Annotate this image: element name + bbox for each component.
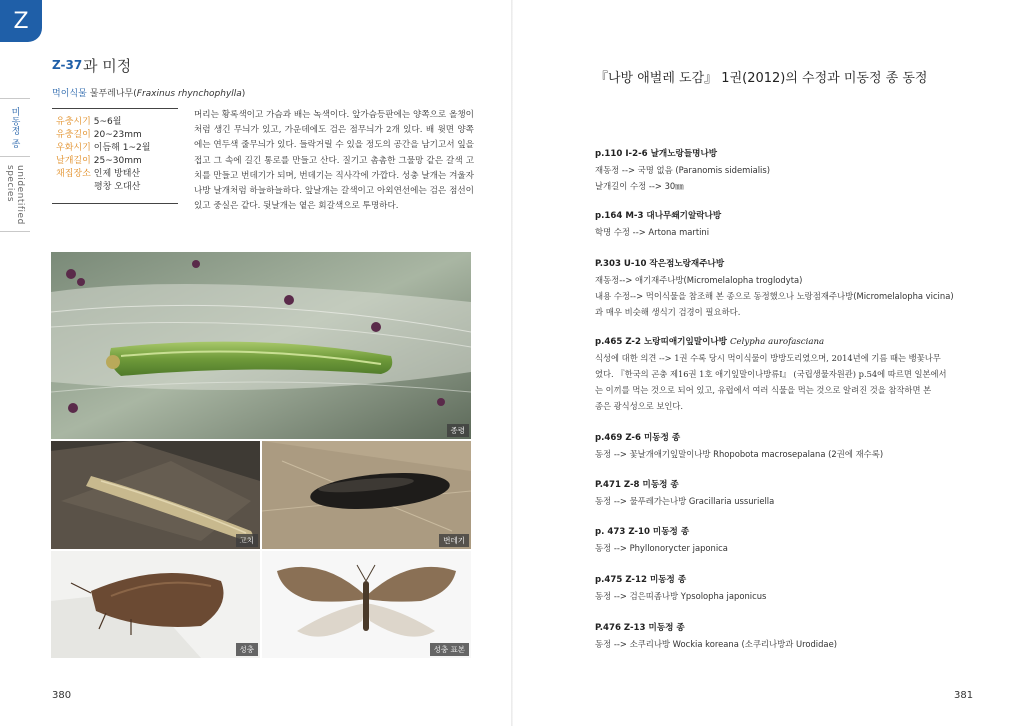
revision-line: 재동정 --> 국명 없음 (Paranomis sidemialis) [595,165,770,175]
revision-line: 과 매우 비슷해 생식기 검경이 필요하다. [595,307,741,317]
revision-item [595,146,990,194]
larva-image [51,252,471,439]
info-value: 5~6월 [93,117,122,127]
cocoon-image [51,441,260,549]
host-plant-common: 물푸레나무( [89,89,137,99]
revision-item [595,256,990,320]
pupa-caption: 번데기 [439,534,469,547]
revision-line: 날개길이 수정 --> 30㎜ [595,181,684,191]
adult-photo [51,551,260,658]
revision-heading-text: p.465 Z-2 노랑띠애기잎말이나방 [595,337,727,347]
revision-line: 내용 수정--> 먹이식물을 참조해 본 종으로 동정했으나 노랑점재주나방(Micromelalopha vicina) [595,291,954,301]
larva-photo [51,252,471,439]
revision-item [595,208,990,240]
revision-line: 동정 --> 꽃날개애기잎말이나방 Rhopobota macrosepalana (2권에 재수록) [595,449,884,459]
info-row [56,155,178,168]
revision-item [595,430,990,462]
host-plant-label: 먹이식물 [52,89,87,99]
adult-image [51,551,260,658]
revision-item [595,477,990,509]
revision-title: 『나방 애벌레 도감』 1권(2012)의 수정과 미동정 종 동정 [595,71,928,86]
adult-caption: 성충 [236,643,259,656]
revision-heading: p.469 Z-6 미동정 종 [595,433,681,443]
revision-line: 동정 --> 검은띠좀나방 Ypsolopha japonicus [595,591,767,601]
pupa-photo [262,441,471,549]
specimen-caption: 성충 표본 [430,643,469,656]
info-row [56,142,178,155]
side-tab-korean-label: 미동정 종 [9,107,20,149]
info-value: 이듬해 1~2월 [93,143,151,153]
cocoon-photo [51,441,260,549]
info-value: 20~23mm [93,130,142,140]
host-plant-line [52,86,245,99]
side-tab-english-label: unidentified species [5,165,25,225]
revision-item [595,620,990,652]
info-value: 인제 방태산 [93,169,141,179]
info-row [56,116,178,129]
revision-heading: p. 473 Z-10 미동정 종 [595,527,690,537]
revision-heading: p.164 M-3 대나무쐐기알락나방 [595,211,722,221]
larva-caption: 종령 [447,424,470,437]
pupa-image [262,441,471,549]
revision-line: 재동정--> 애기재주나방(Micromelalopha troglodyta) [595,275,803,285]
page-number-left: 380 [52,690,72,701]
info-label: 유충시기 [56,117,91,127]
info-label: 채집장소 [56,169,91,179]
right-page [512,0,1024,726]
revision-item [595,524,990,556]
host-plant-scientific: Fraxinus rhynchophylla [136,89,242,99]
side-tab-english [0,156,30,232]
revision-line: 는 이끼를 먹는 것으로 되어 있고, 유럽에서 여러 식물을 먹는 것으로 알려진 것을 참작하면 본 [595,385,932,395]
revision-heading: p.475 Z-12 미동정 종 [595,575,687,585]
cocoon-caption: 고치 [236,534,259,547]
revision-line: 동정 --> Phyllonorycter japonica [595,543,728,553]
revision-heading: P.476 Z-13 미동정 종 [595,623,685,633]
section-tab: Z [0,0,42,42]
side-tab-korean [0,98,30,156]
specimen-image [262,551,471,658]
info-label: 유충길이 [56,130,91,140]
info-row-extra: 평창 오대산 [94,182,141,192]
revision-item [595,572,990,604]
page-number-right: 381 [954,690,974,701]
revision-heading: P.471 Z-8 미동정 종 [595,480,679,490]
revision-heading: P.303 U-10 작은점노랑재주나방 [595,259,725,269]
species-description: 머리는 황록색이고 가슴과 배는 녹색이다. 앞가슴등판에는 양쪽으로 올챙이처럼 생긴 무늬가 있고, 가운데에도 검은 점무늬가 2개 있다. 배 윗면 양쪽에는 연두색 줄무늬가 있다. 들락거릴 수 있을 정도의 공간을 남기고서 잎을 접고 그 속에 길긴 통로를 만들고 산다. 질기고 촘촘한 그물망 같은 갈색 고치를 만들고 번데기가 되며, 번데기는 직사각에 가깝다. 성충 날개는 겨울자나방 날개처럼 하늘하늘하다. 앞날개는 갈색이고 아외연선에는 검은 점선이 있고 중실은 같다. 뒷날개는 옅은 회갈색으로 투명하다. [194,110,474,212]
info-value: 25~30mm [93,156,142,166]
revision-heading: p.110 I-2-6 날개노랑들명나방 [595,149,718,159]
info-label: 우화시기 [56,143,91,153]
entry-code: Z-37 [52,58,83,72]
info-row [56,129,178,142]
revision-line: 동정 --> 물푸레가는나방 Gracillaria ussuriella [595,496,775,506]
revision-heading-scientific: Celypha aurofasciana [729,337,825,347]
info-box [52,108,178,204]
info-row [56,168,178,181]
entry-title: 과 미정 [83,57,132,75]
specimen-photo [262,551,471,658]
revision-line: 였다. 『한국의 곤충 제16권 1호 애기잎말이나방류I』 (국립생물자원관) p.54에 따르면 일본에서 [595,369,947,379]
revision-line: 학명 수정 --> Artona martini [595,227,710,237]
revision-line: 동정 --> 소쿠리나방 Wockia koreana (소쿠리나방과 Urodidae) [595,639,837,649]
revision-line: 종은 광식성으로 보인다. [595,401,684,411]
revision-heading [595,334,990,350]
revision-item [595,334,990,414]
host-plant-close: ) [241,89,246,99]
revision-line: 식성에 대한 의견 --> 1권 수록 당시 먹이식물이 방방도리였으며, 2014년에 기름 때는 뱅꽃나무 [595,353,941,363]
info-label: 날개길이 [56,156,91,166]
